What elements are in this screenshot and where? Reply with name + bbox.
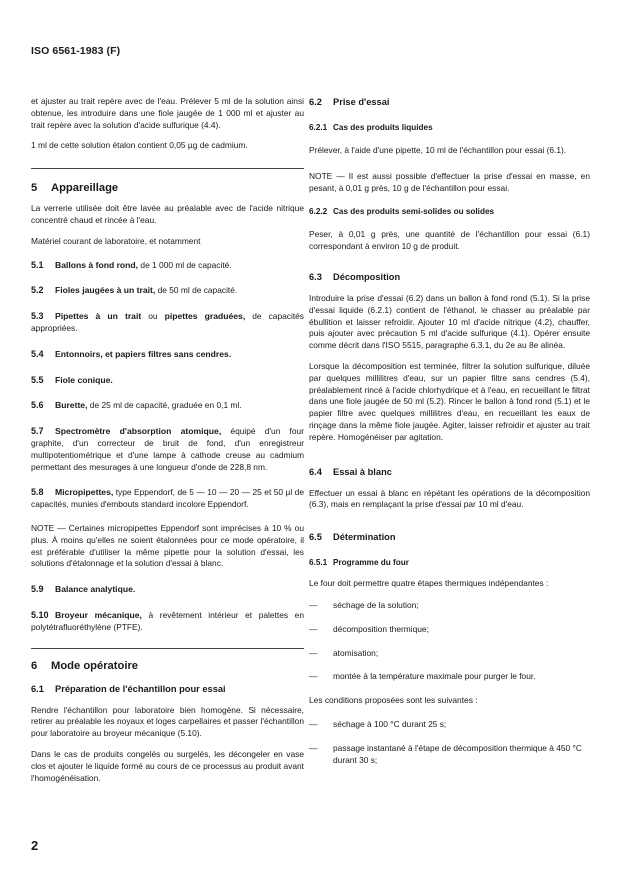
s651-paragraph: Le four doit permettre quatre étapes thermiques indépendantes : — [309, 578, 549, 589]
item-5-1: 5.1 Ballons à fond rond, de 1 000 ml de capacité. — [31, 259, 232, 270]
section-number: 5 — [31, 182, 38, 195]
right-column — [309, 96, 590, 766]
s5-paragraph-1: La verrerie utilisée doit être lavée au préalable avec de l'acide nitrique concentré chaud et rincée à l'eau. — [31, 203, 304, 225]
section-6-5-1-heading: 6.5.1 Programme du four — [309, 558, 409, 568]
section-6-3-heading: 6.3 Décomposition — [309, 271, 401, 282]
item-5-10: 5.10 Broyeur mécanique, à revêtement intérieur et palettes en polytétrafluoréthylène (PTFE). — [31, 609, 304, 632]
step-item: — décomposition thermique; — [309, 623, 429, 634]
condition-item: — passage instantané à l'étape de décomposition thermique à 450 °C durant 30 s; — [309, 742, 582, 765]
s63-paragraph-2: Lorsque la décomposition est terminée, filtrer la solution sulfurique, diluée par quelques millilitres d'eau, sur un papier filtre sans cendres (5.4), préalablement rincé à l'acide chlorhydrique et à l'eau, en recueillant le filtrat dans une fiole jaugée de 50 ml (5.2). Rincer le ballon à fond rond (5.1) et le papier filtre avec quelques millilitres d'eau, en recueillant les eaux de rinçage dans la même fiole jaugée. Agiter, laisser refroidir et ajuster au trait repère. Homogénéiser par agitation. — [309, 360, 590, 442]
section-6-2-1-heading: 6.2.1 Cas des produits liquides — [309, 123, 433, 132]
s5-paragraph-2: Matériel courant de laboratoire, et notamment — [31, 235, 201, 246]
intro-paragraph: et ajuster au trait repère avec de l'eau. Prélever 5 ml de la solution ainsi obtenue, les introduire dans une fiole jaugée de 1 000 ml et ajuster au trait repère avec la solution d'acide sulfurique (4.4). — [31, 96, 304, 130]
step-item: — séchage de la solution; — [309, 599, 419, 610]
conditions-intro: Les conditions proposées sont les suivantes : — [309, 695, 478, 706]
section-6-4-heading: 6.4 Essai à blanc — [309, 466, 392, 477]
item-5-4: 5.4 Entonnoirs, et papiers filtres sans cendres. — [31, 348, 232, 359]
section-number: 6 — [31, 659, 38, 672]
section-5-heading — [31, 181, 304, 195]
micropipette-note: NOTE — Certaines micropipettes Eppendorf sont imprécises à 10 % ou plus. À moins qu'elles ne soient étalonnées pour ce mode opératoire, il est préférable d'utiliser la même pipette pour la solution d'essai, les solutions d'étalonnage et la solution d'essai à blanc. — [31, 522, 304, 569]
standard-header: ISO 6561-1983 (F) — [31, 45, 121, 57]
s621-paragraph: Prélever, à l'aide d'une pipette, 10 ml de l'échantillon pour essai (6.1). — [309, 145, 567, 155]
s64-paragraph: Effectuer un essai à blanc en répétant les opérations de la décomposition (6.3), mais en remplaçant la prise d'essai par 10 ml d'eau. — [309, 487, 590, 510]
section-title: Mode opératoire — [51, 659, 139, 672]
s63-paragraph-1: Introduire la prise d'essai (6.2) dans un ballon à fond rond (5.1). Si la prise d'essai liquide (6.2.1) contient de l'éthanol, le chasser au préalable par ébullition et laisser refroidir. Ajouter 10 ml d'acide nitrique (4.2), chauffer, puis ajouter avec précaution 5 ml d'acide sulfurique (4.1). Opérer ensuite comme décrit dans l'ISO 5515, paragraphe 6.3.1, du 2e au 8e alinéa. — [309, 292, 590, 351]
s61-paragraph-2: Dans le cas de produits congelés ou surgelés, les décongeler en vase clos et ajouter le liquide formé au cours de ce processus au produit avant l'homogénéisation. — [31, 748, 304, 783]
s621-note: NOTE — Il est aussi possible d'effectuer la prise d'essai en masse, en pesant, à 0,01 g près, 10 g de l'échantillon pour essai. — [309, 170, 590, 193]
section-6-heading — [31, 659, 304, 673]
item-5-5: 5.5 Fiole conique. — [31, 374, 113, 385]
page-number: 2 — [31, 838, 39, 853]
step-item: — atomisation; — [309, 647, 379, 658]
section-6-2-2-heading: 6.2.2 Cas des produits semi-solides ou solides — [309, 207, 495, 217]
section-6-5-heading: 6.5 Détermination — [309, 532, 396, 543]
item-5-6: 5.6 Burette, de 25 ml de capacité, graduée en 0,1 ml. — [31, 400, 242, 411]
concentration-paragraph: 1 ml de cette solution étalon contient 0,05 µg de cadmium. — [31, 140, 248, 151]
item-5-8: 5.8 Micropipettes, type Eppendorf, de 5 — 10 — 20 — 25 et 50 µl de capacités, munies d'embouts standard incolore Eppendorf. — [31, 487, 304, 510]
condition-item: — séchage à 100 °C durant 25 s; — [309, 718, 447, 729]
section-title: Appareillage — [51, 182, 119, 195]
section-6-1-heading: 6.1 Préparation de l'échantillon pour essai — [31, 683, 226, 694]
s61-paragraph-1: Rendre l'échantillon pour laboratoire bien homogène. Si nécessaire, retirer au préalable les noyaux et loges carpellaires et passer l'échantillon pour laboratoire au broyeur mécanique (5.10). — [31, 704, 304, 739]
item-5-7: 5.7 Spectromètre d'absorption atomique, équipé d'un four graphite, d'un correcteur de bruit de fond, d'un enregistreur multipotentiométrique et d'une lampe à cathode creuse au cadmium permettant des mesurages à une longueur d'onde de 228,8 nm. — [31, 426, 304, 472]
section-6-2-heading: 6.2 Prise d'essai — [309, 97, 390, 107]
item-5-3: 5.3 Pipettes à un trait ou pipettes graduées, de capacités appropriées. — [31, 311, 304, 333]
step-item: — montée à la température maximale pour purger le four. — [309, 671, 536, 682]
s622-paragraph: Peser, à 0,01 g près, une quantité de l'échantillon pour essai (6.1) correspondant à environ 10 g de produit. — [309, 229, 590, 252]
left-column — [31, 96, 304, 784]
item-5-2: 5.2 Fioles jaugées à un trait, de 50 ml de capacité. — [31, 285, 238, 296]
item-5-9: 5.9 Balance analytique. — [31, 584, 136, 595]
